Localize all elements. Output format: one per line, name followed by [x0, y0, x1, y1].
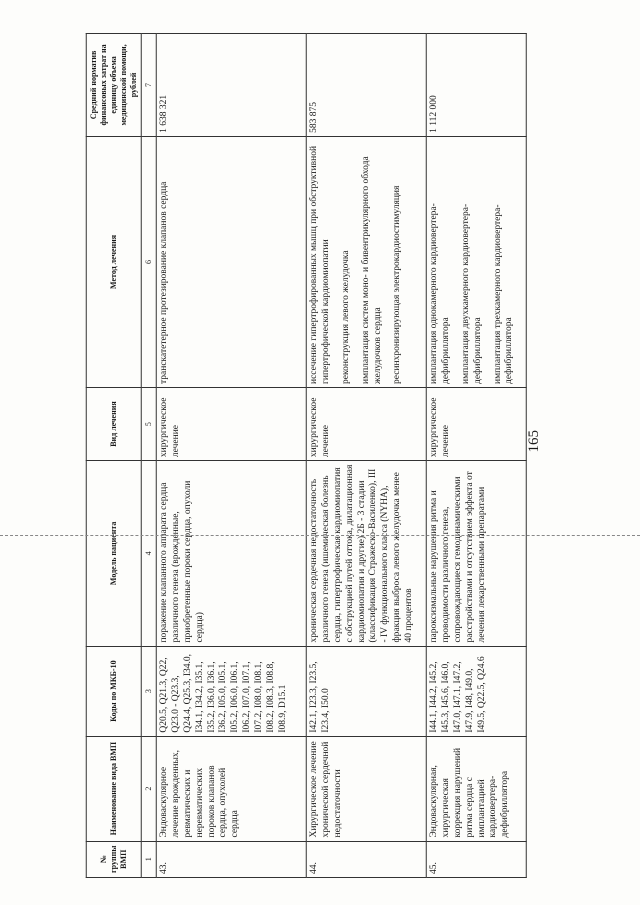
treatment-method: иссечение гипертрофированных мышц при обструктивной гипертрофической кардиомиопатии	[308, 145, 331, 384]
treatment-type: хирургическое лечение	[426, 388, 526, 461]
patient-model: пароксизмальные нарушения ритма и проводимости различного генеза, сопровождающиеся гемодинамическими расстройствами и отсутствием эффекта от лечения лекарственными препаратами	[426, 461, 526, 646]
treatment-method: реконструкция левого желудочка	[340, 250, 351, 384]
header-treatment-type: Вид лечения	[86, 388, 141, 461]
treatment-method: имплантация двухкамерного кардиовертера-дефибриллятора	[460, 203, 483, 384]
scan-fold-line	[0, 535, 640, 536]
treatment-method: имплантация систем моно- и бивентрикулярного обхода желудочков сердца	[360, 156, 383, 384]
patient-model: хроническая сердечная недостаточность различного генеза (ишемическая болезнь сердца, гипертрофическая кардиомиопатия с обструкцией путей оттока, дилатационная кардиомиопатия и другие) 2Б - 3 стадии (классификация Стражеско-Василенко), III - IV функционального класса (NYHA), фракция выброса левого желудочка менее 40 процентов	[306, 461, 426, 646]
header-vmp-name: Наименование вида ВМП	[86, 736, 141, 841]
page-number: 165	[526, 430, 542, 453]
header-row	[86, 34, 141, 878]
cost-value: 1 638 321	[156, 34, 306, 137]
treatment-methods	[156, 136, 306, 387]
column-number: 1	[141, 841, 156, 877]
icd-codes: I42.1, I23.3, I23.5, I23.4, I50.0	[306, 646, 426, 736]
vmp-name: Хирургическое лечение хронической сердечной недостаточности	[306, 736, 426, 841]
column-number: 5	[141, 388, 156, 461]
cost-value: 583 875	[306, 34, 426, 137]
vmp-table	[86, 33, 527, 878]
row-number: 43.	[156, 841, 306, 877]
header-treatment-method: Метод лечения	[86, 136, 141, 387]
treatment-type: хирургическое лечение	[306, 388, 426, 461]
treatment-method: транскатетерное протезирование клапанов сердца	[158, 181, 169, 384]
vmp-name: Эндоваскулярная, хирургическая коррекция нарушений ритма сердца с имплантацией кардиовертера-дефибриллятора	[426, 736, 526, 841]
icd-codes: Q20.5, Q21.3, Q22, Q23.0 - Q23.3, Q24.4, Q25.3, I34.0, I34.1, I34.2, I35.1, I35.2, I36.0, I36.1, I36.2, I05.0, I05.1, I05.2, I06.0, I06.1, I06.2, I07.0, I07.1, I07.2, I08.0, I08.1, I08.2, I08.3, I08.8, I08.9, D15.1	[156, 646, 306, 736]
column-number: 2	[141, 736, 156, 841]
table-row	[156, 34, 306, 878]
column-number: 7	[141, 34, 156, 137]
row-number: 44.	[306, 841, 426, 877]
header-icd-codes: Коды по МКБ-10	[86, 646, 141, 736]
treatment-method: имплантация трехкамерного кардиовертера-дефибриллятора	[492, 204, 515, 384]
icd-codes: I44.1, I44.2, I45.2, I45.3, I45.6, I46.0, I47.0, I47.1, I47.2, I47.9, I48, I49.0, I49.5, Q22.5, Q24.6	[426, 646, 526, 736]
column-number: 3	[141, 646, 156, 736]
vmp-name: Эндоваскулярное лечение врожденных, ревматических и неревматических пороков клапанов сердца, опухолей сердца	[156, 736, 306, 841]
column-number-row	[141, 34, 156, 878]
header-cost: Средний норматив финансовых затрат на единицу объема медицинской помощи, рублей	[86, 34, 141, 137]
header-patient-model: Модель пациента	[86, 461, 141, 646]
column-number: 4	[141, 461, 156, 646]
treatment-type: хирургическое лечение	[156, 388, 306, 461]
patient-model: поражение клапанного аппарата сердца различного генеза (врожденные, приобретенные пороки сердца, опухоли сердца)	[156, 461, 306, 646]
treatment-method: имплантация однокамерного кардиовертера-дефибриллятора	[428, 203, 451, 384]
table-row	[426, 34, 526, 878]
treatment-methods	[306, 136, 426, 387]
table-row	[306, 34, 426, 878]
row-number: 45.	[426, 841, 526, 877]
column-number: 6	[141, 136, 156, 387]
treatment-methods	[426, 136, 526, 387]
header-group-number: № группы ВМП	[86, 841, 141, 877]
treatment-method: ресинхронизирующая электрокардиостимуляция	[392, 185, 403, 384]
cost-value: 1 112 000	[426, 34, 526, 137]
